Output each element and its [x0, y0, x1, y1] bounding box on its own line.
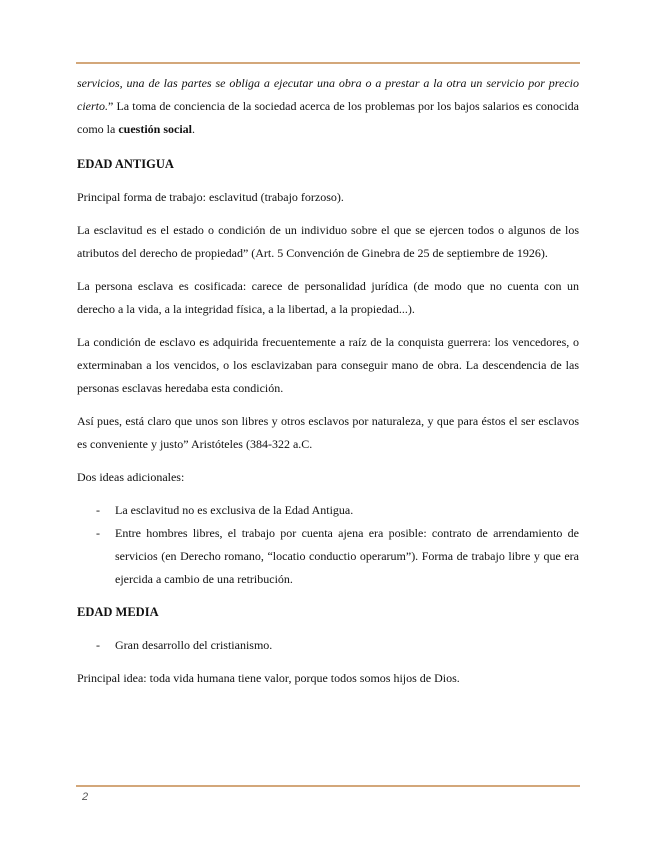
list-item-text: Entre hombres libres, el trabajo por cuenta ajena era posible: contrato de arrendamiento de servicios (en Derecho romano, “locatio conductio operarum”). Forma de trabajo libre y que era ejercida a cambio de una retribución.	[115, 526, 579, 586]
document-body	[77, 72, 579, 700]
heading-edad-media: EDAD MEDIA	[77, 605, 159, 619]
bullet-dash: -	[96, 503, 100, 517]
antigua-paragraph-3: La persona esclava es cosificada: carece de personalidad jurídica (de modo que no cuenta con un derecho a la vida, a la integridad física, a la libertad, a la propiedad...).	[77, 279, 579, 316]
antigua-paragraph-1: Principal forma de trabajo: esclavitud (trabajo forzoso).	[77, 190, 344, 204]
header-rule	[76, 62, 580, 64]
heading-edad-antigua: EDAD ANTIGUA	[77, 157, 174, 171]
list-item	[77, 499, 579, 522]
antigua-paragraph-4: La condición de esclavo es adquirida frecuentemente a raíz de la conquista guerrera: los vencedores, o exterminaban a los vencidos, o los esclavizaban para conseguir mano de obra. La descendencia de las personas esclavas heredaba esta condición.	[77, 335, 579, 395]
antigua-bullet-list	[77, 499, 579, 591]
antigua-paragraph-6: Dos ideas adicionales:	[77, 470, 185, 484]
intro-text: ” La toma de conciencia de la sociedad acerca de los problemas por los bajos salarios es conocida como la	[77, 99, 579, 136]
intro-italic-quote: servicios, una de las partes se obliga a ejecutar una obra o a prestar a la otra un servicio por precio cierto.	[77, 76, 579, 113]
list-item	[77, 634, 579, 657]
page-number: 2	[82, 791, 89, 803]
list-item	[77, 522, 579, 591]
footer-rule	[76, 785, 580, 787]
bullet-dash: -	[96, 526, 100, 540]
list-item-text: La esclavitud no es exclusiva de la Edad Antigua.	[115, 503, 354, 517]
media-bullet-list	[77, 634, 579, 657]
bullet-dash: -	[96, 638, 100, 652]
intro-bold-term: cuestión social	[118, 122, 192, 136]
antigua-paragraph-2: La esclavitud es el estado o condición de un individuo sobre el que se ejercen todos o algunos de los atributos del derecho de propiedad” (Art. 5 Convención de Ginebra de 25 de septiembre de 1926).	[77, 223, 579, 260]
intro-paragraph	[77, 72, 579, 141]
media-paragraph-1: Principal idea: toda vida humana tiene valor, porque todos somos hijos de Dios.	[77, 671, 460, 685]
list-item-text: Gran desarrollo del cristianismo.	[115, 638, 273, 652]
intro-end: .	[192, 122, 195, 136]
antigua-paragraph-5: Así pues, está claro que unos son libres y otros esclavos por naturaleza, y que para éstos el ser esclavos es conveniente y justo” Aristóteles (384-322 a.C.	[77, 414, 579, 451]
